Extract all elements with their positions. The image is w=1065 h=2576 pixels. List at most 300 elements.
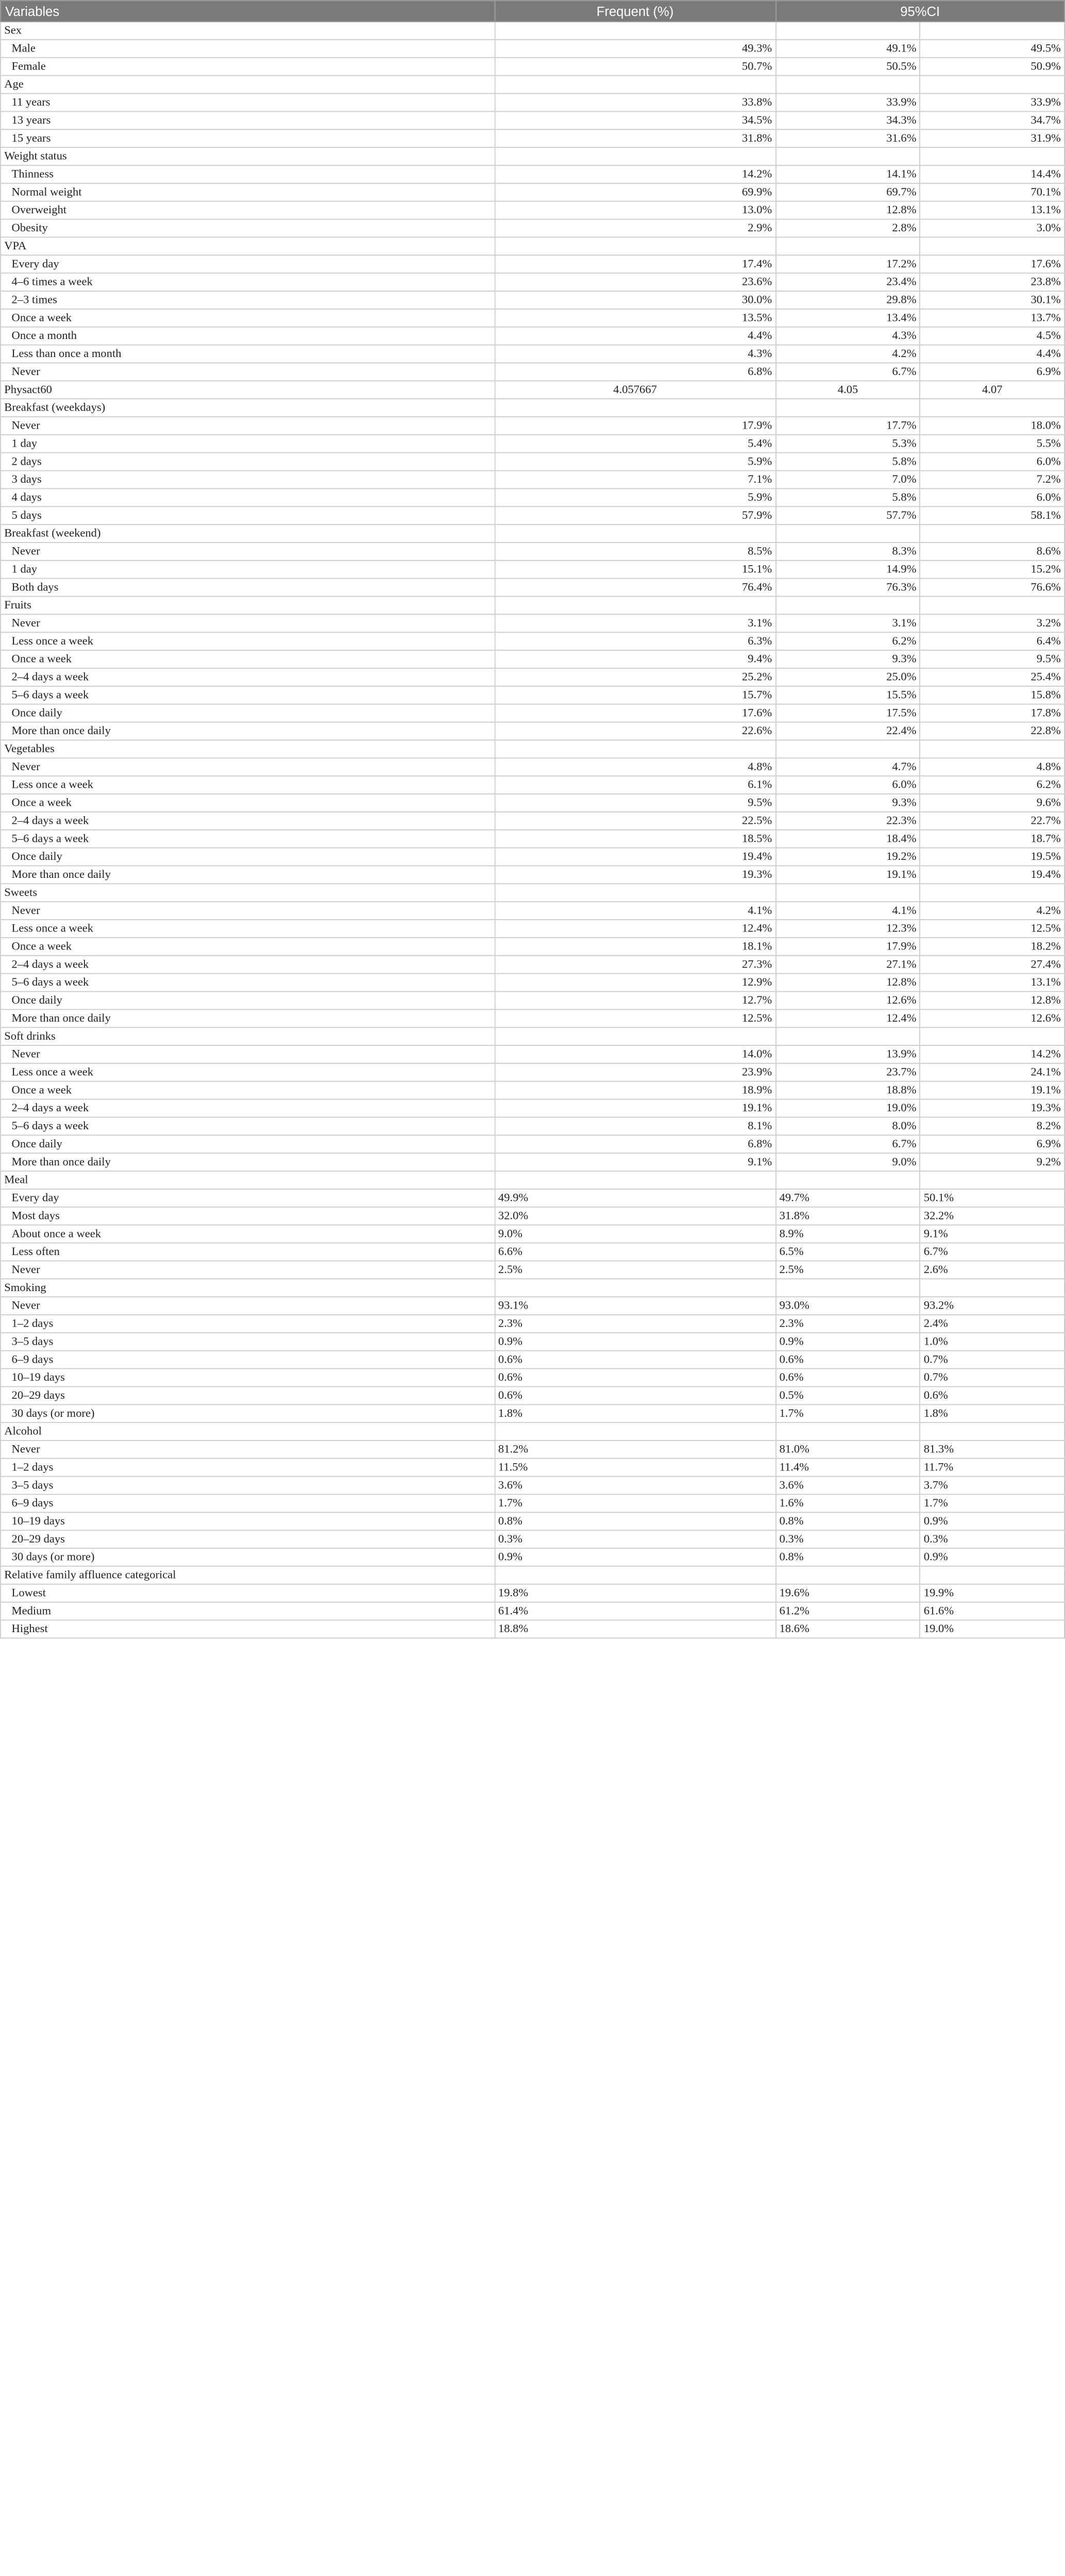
ci-upper-cell: 0.7% [920, 1369, 1064, 1387]
row-label: 30 days (or more) [1, 1548, 495, 1566]
frequency-cell: 1.8% [495, 1404, 776, 1422]
ci-upper-cell: 70.1% [920, 183, 1064, 201]
ci-lower-cell: 0.6% [775, 1369, 920, 1387]
table-row [1, 1243, 1064, 1261]
ci-upper-cell: 76.6% [920, 579, 1064, 597]
ci-upper-cell: 58.1% [920, 506, 1064, 524]
row-label: 3 days [1, 471, 495, 489]
frequency-cell: 6.1% [495, 776, 776, 794]
frequency-cell: 50.7% [495, 58, 776, 76]
table-row [1, 1333, 1064, 1351]
table-row [1, 381, 1064, 399]
ci-upper-cell: 6.0% [920, 488, 1064, 506]
table-header-row [1, 1, 1064, 22]
frequency-cell: 0.6% [495, 1351, 776, 1369]
ci-upper-cell: 8.2% [920, 1117, 1064, 1136]
frequency-cell: 12.4% [495, 920, 776, 938]
row-label: 15 years [1, 129, 495, 147]
ci-upper-cell: 9.2% [920, 1153, 1064, 1171]
frequency-cell: 13.0% [495, 201, 776, 219]
ci-lower-cell: 22.4% [775, 722, 920, 740]
frequency-cell: 9.5% [495, 794, 776, 812]
frequency-cell: 0.9% [495, 1548, 776, 1566]
empty-cell [495, 884, 776, 902]
ci-upper-cell: 4.5% [920, 327, 1064, 345]
table-row [1, 1189, 1064, 1207]
row-label: 6–9 days [1, 1351, 495, 1369]
row-label: Less once a week [1, 632, 495, 650]
frequency-cell: 27.3% [495, 956, 776, 974]
table-row [1, 111, 1064, 129]
table-row [1, 1261, 1064, 1279]
empty-cell [775, 597, 920, 615]
row-label: 4–6 times a week [1, 273, 495, 291]
ci-upper-cell: 19.5% [920, 848, 1064, 866]
empty-cell [495, 147, 776, 165]
ci-upper-cell: 0.6% [920, 1386, 1064, 1404]
row-label: 6–9 days [1, 1495, 495, 1513]
table-row [1, 1225, 1064, 1243]
frequency-cell: 12.5% [495, 1009, 776, 1027]
ci-lower-cell: 17.5% [775, 704, 920, 722]
table-row [1, 273, 1064, 291]
table-row [1, 686, 1064, 704]
frequency-cell: 19.8% [495, 1584, 776, 1602]
ci-lower-cell: 18.4% [775, 830, 920, 848]
empty-cell [920, 884, 1064, 902]
frequency-cell: 17.4% [495, 255, 776, 273]
group-label: Weight status [1, 147, 495, 165]
table-row [1, 579, 1064, 597]
table-row [1, 614, 1064, 632]
ci-upper-cell: 19.4% [920, 866, 1064, 884]
table-row [1, 1477, 1064, 1495]
ci-upper-cell: 25.4% [920, 668, 1064, 686]
table-row [1, 1153, 1064, 1171]
row-label: 1–2 days [1, 1459, 495, 1477]
table-row [1, 471, 1064, 489]
ci-lower-cell: 19.1% [775, 866, 920, 884]
ci-lower-cell: 4.1% [775, 902, 920, 920]
ci-lower-cell: 6.0% [775, 776, 920, 794]
group-row [1, 1422, 1064, 1440]
ci-lower-cell: 6.7% [775, 363, 920, 381]
empty-cell [775, 1171, 920, 1189]
row-label: Physact60 [1, 381, 495, 399]
ci-upper-cell: 23.8% [920, 273, 1064, 291]
ci-upper-cell: 4.4% [920, 345, 1064, 363]
ci-lower-cell: 11.4% [775, 1459, 920, 1477]
group-row [1, 22, 1064, 40]
frequency-cell: 4.057667 [495, 381, 776, 399]
group-row [1, 524, 1064, 543]
row-label: Highest [1, 1620, 495, 1638]
frequency-cell: 6.8% [495, 1135, 776, 1153]
row-label: Every day [1, 255, 495, 273]
ci-upper-cell: 22.7% [920, 812, 1064, 830]
row-label: Most days [1, 1207, 495, 1225]
table-row [1, 1315, 1064, 1333]
row-label: Less once a week [1, 1063, 495, 1081]
ci-upper-cell: 13.7% [920, 309, 1064, 327]
row-label: 30 days (or more) [1, 1404, 495, 1422]
row-label: Normal weight [1, 183, 495, 201]
ci-lower-cell: 12.8% [775, 201, 920, 219]
table-row [1, 345, 1064, 363]
row-label: 2–4 days a week [1, 956, 495, 974]
table-row [1, 1045, 1064, 1063]
empty-cell [775, 1279, 920, 1297]
ci-lower-cell: 12.3% [775, 920, 920, 938]
ci-upper-cell: 49.5% [920, 40, 1064, 58]
ci-lower-cell: 19.6% [775, 1584, 920, 1602]
ci-lower-cell: 17.7% [775, 417, 920, 435]
ci-upper-cell: 31.9% [920, 129, 1064, 147]
ci-upper-cell: 17.6% [920, 255, 1064, 273]
table-row [1, 561, 1064, 579]
table-row [1, 1512, 1064, 1530]
group-label: Age [1, 76, 495, 94]
frequency-cell: 6.8% [495, 363, 776, 381]
ci-lower-cell: 1.7% [775, 1404, 920, 1422]
row-label: 4 days [1, 488, 495, 506]
group-row [1, 1027, 1064, 1045]
group-label: Alcohol [1, 1422, 495, 1440]
ci-lower-cell: 13.4% [775, 309, 920, 327]
ci-upper-cell: 7.2% [920, 471, 1064, 489]
ci-upper-cell: 17.8% [920, 704, 1064, 722]
ci-lower-cell: 49.1% [775, 40, 920, 58]
row-label: Both days [1, 579, 495, 597]
ci-lower-cell: 13.9% [775, 1045, 920, 1063]
row-label: 10–19 days [1, 1512, 495, 1530]
ci-upper-cell: 24.1% [920, 1063, 1064, 1081]
ci-lower-cell: 1.6% [775, 1495, 920, 1513]
table-row [1, 938, 1064, 956]
empty-cell [495, 597, 776, 615]
ci-lower-cell: 18.8% [775, 1081, 920, 1099]
table-row [1, 1404, 1064, 1422]
ci-upper-cell: 4.2% [920, 902, 1064, 920]
frequency-cell: 76.4% [495, 579, 776, 597]
group-row [1, 76, 1064, 94]
row-label: Male [1, 40, 495, 58]
group-label: Fruits [1, 597, 495, 615]
row-label: Overweight [1, 201, 495, 219]
group-row [1, 1171, 1064, 1189]
frequency-cell: 4.3% [495, 345, 776, 363]
ci-upper-cell: 50.9% [920, 58, 1064, 76]
ci-lower-cell: 18.6% [775, 1620, 920, 1638]
row-label: 1 day [1, 435, 495, 453]
ci-lower-cell: 27.1% [775, 956, 920, 974]
empty-cell [495, 399, 776, 417]
ci-lower-cell: 69.7% [775, 183, 920, 201]
row-label: 2–4 days a week [1, 1099, 495, 1117]
empty-cell [775, 1422, 920, 1440]
frequency-cell: 2.5% [495, 1261, 776, 1279]
row-label: Medium [1, 1602, 495, 1620]
row-label: Never [1, 614, 495, 632]
frequency-cell: 1.7% [495, 1495, 776, 1513]
ci-lower-cell: 23.4% [775, 273, 920, 291]
frequency-cell: 8.1% [495, 1117, 776, 1136]
ci-upper-cell: 12.8% [920, 991, 1064, 1009]
group-label: Vegetables [1, 740, 495, 758]
ci-upper-cell: 93.2% [920, 1297, 1064, 1315]
frequency-cell: 2.3% [495, 1315, 776, 1333]
ci-upper-cell: 6.4% [920, 632, 1064, 650]
header-ci: 95%CI [775, 1, 1064, 22]
ci-lower-cell: 17.2% [775, 255, 920, 273]
row-label: Never [1, 363, 495, 381]
table-row [1, 93, 1064, 111]
row-label: 10–19 days [1, 1369, 495, 1387]
group-row [1, 740, 1064, 758]
empty-cell [920, 1279, 1064, 1297]
empty-cell [775, 22, 920, 40]
empty-cell [920, 76, 1064, 94]
row-label: Once daily [1, 1135, 495, 1153]
ci-upper-cell: 0.9% [920, 1548, 1064, 1566]
table-row [1, 327, 1064, 345]
table-row [1, 722, 1064, 740]
row-label: 2–4 days a week [1, 812, 495, 830]
table-row [1, 165, 1064, 183]
ci-lower-cell: 6.7% [775, 1135, 920, 1153]
ci-upper-cell: 50.1% [920, 1189, 1064, 1207]
row-label: Never [1, 1045, 495, 1063]
ci-lower-cell: 3.1% [775, 614, 920, 632]
row-label: Less once a week [1, 776, 495, 794]
empty-cell [495, 740, 776, 758]
table-row [1, 1530, 1064, 1548]
frequency-cell: 23.9% [495, 1063, 776, 1081]
frequency-cell: 12.7% [495, 991, 776, 1009]
ci-upper-cell: 18.0% [920, 417, 1064, 435]
table-row [1, 291, 1064, 309]
ci-lower-cell: 0.9% [775, 1333, 920, 1351]
empty-cell [920, 740, 1064, 758]
frequency-cell: 49.3% [495, 40, 776, 58]
ci-lower-cell: 23.7% [775, 1063, 920, 1081]
frequency-cell: 12.9% [495, 974, 776, 992]
ci-upper-cell: 1.7% [920, 1495, 1064, 1513]
table-row [1, 1063, 1064, 1081]
frequency-cell: 18.8% [495, 1620, 776, 1638]
ci-upper-cell: 15.2% [920, 561, 1064, 579]
table-row [1, 543, 1064, 561]
row-label: Never [1, 543, 495, 561]
ci-upper-cell: 6.9% [920, 363, 1064, 381]
row-label: Every day [1, 1189, 495, 1207]
ci-upper-cell: 9.1% [920, 1225, 1064, 1243]
group-label: Smoking [1, 1279, 495, 1297]
ci-upper-cell: 0.9% [920, 1512, 1064, 1530]
ci-lower-cell: 12.4% [775, 1009, 920, 1027]
ci-lower-cell: 2.3% [775, 1315, 920, 1333]
ci-upper-cell: 13.1% [920, 201, 1064, 219]
ci-upper-cell: 19.9% [920, 1584, 1064, 1602]
ci-upper-cell: 3.0% [920, 219, 1064, 237]
empty-cell [920, 147, 1064, 165]
table-row [1, 956, 1064, 974]
frequency-cell: 22.5% [495, 812, 776, 830]
empty-cell [775, 1566, 920, 1584]
row-label: 1–2 days [1, 1315, 495, 1333]
table-row [1, 1369, 1064, 1387]
row-label: Less once a week [1, 920, 495, 938]
table-row [1, 668, 1064, 686]
empty-cell [920, 1422, 1064, 1440]
ci-upper-cell: 12.6% [920, 1009, 1064, 1027]
table-row [1, 417, 1064, 435]
row-label: 11 years [1, 93, 495, 111]
frequency-cell: 11.5% [495, 1459, 776, 1477]
ci-upper-cell: 22.8% [920, 722, 1064, 740]
table-row [1, 453, 1064, 471]
ci-lower-cell: 4.3% [775, 327, 920, 345]
frequency-cell: 18.1% [495, 938, 776, 956]
empty-cell [775, 399, 920, 417]
table-row [1, 255, 1064, 273]
frequency-cell: 14.0% [495, 1045, 776, 1063]
table-row [1, 1602, 1064, 1620]
table-row [1, 435, 1064, 453]
table-row [1, 1440, 1064, 1459]
row-label: Once daily [1, 848, 495, 866]
row-label: 20–29 days [1, 1386, 495, 1404]
ci-lower-cell: 4.05 [775, 381, 920, 399]
table-row [1, 991, 1064, 1009]
ci-lower-cell: 0.5% [775, 1386, 920, 1404]
row-label: Once a week [1, 938, 495, 956]
group-label: Soft drinks [1, 1027, 495, 1045]
ci-upper-cell: 9.6% [920, 794, 1064, 812]
ci-upper-cell: 2.6% [920, 1261, 1064, 1279]
row-label: 2 days [1, 453, 495, 471]
ci-lower-cell: 31.6% [775, 129, 920, 147]
frequency-cell: 33.8% [495, 93, 776, 111]
ci-lower-cell: 8.0% [775, 1117, 920, 1136]
table-row [1, 704, 1064, 722]
frequency-cell: 81.2% [495, 1440, 776, 1459]
ci-lower-cell: 12.6% [775, 991, 920, 1009]
ci-upper-cell: 3.2% [920, 614, 1064, 632]
frequency-cell: 19.1% [495, 1099, 776, 1117]
row-label: Once a week [1, 794, 495, 812]
frequency-cell: 22.6% [495, 722, 776, 740]
ci-lower-cell: 50.5% [775, 58, 920, 76]
frequency-cell: 15.1% [495, 561, 776, 579]
ci-upper-cell: 3.7% [920, 1477, 1064, 1495]
frequency-cell: 3.1% [495, 614, 776, 632]
ci-lower-cell: 15.5% [775, 686, 920, 704]
frequency-cell: 19.3% [495, 866, 776, 884]
empty-cell [775, 884, 920, 902]
group-label: Sex [1, 22, 495, 40]
row-label: 13 years [1, 111, 495, 129]
row-label: 1 day [1, 561, 495, 579]
frequency-cell: 15.7% [495, 686, 776, 704]
ci-lower-cell: 31.8% [775, 1207, 920, 1225]
frequency-cell: 8.5% [495, 543, 776, 561]
frequency-cell: 4.4% [495, 327, 776, 345]
table-row [1, 1135, 1064, 1153]
empty-cell [920, 1027, 1064, 1045]
empty-cell [920, 524, 1064, 543]
ci-lower-cell: 6.2% [775, 632, 920, 650]
ci-lower-cell: 76.3% [775, 579, 920, 597]
ci-upper-cell: 0.3% [920, 1530, 1064, 1548]
ci-lower-cell: 33.9% [775, 93, 920, 111]
table-row [1, 1584, 1064, 1602]
group-row [1, 1279, 1064, 1297]
row-label: 5–6 days a week [1, 974, 495, 992]
ci-lower-cell: 3.6% [775, 1477, 920, 1495]
empty-cell [495, 524, 776, 543]
ci-lower-cell: 19.2% [775, 848, 920, 866]
table-row [1, 488, 1064, 506]
empty-cell [775, 740, 920, 758]
frequency-cell: 5.4% [495, 435, 776, 453]
row-label: Once a week [1, 650, 495, 668]
ci-upper-cell: 81.3% [920, 1440, 1064, 1459]
ci-upper-cell: 30.1% [920, 291, 1064, 309]
group-row [1, 399, 1064, 417]
group-label: Relative family affluence categorical [1, 1566, 495, 1584]
frequency-cell: 4.8% [495, 758, 776, 776]
ci-lower-cell: 49.7% [775, 1189, 920, 1207]
table-row [1, 1351, 1064, 1369]
frequency-cell: 17.9% [495, 417, 776, 435]
ci-lower-cell: 22.3% [775, 812, 920, 830]
group-label: VPA [1, 237, 495, 255]
ci-lower-cell: 9.0% [775, 1153, 920, 1171]
table-row [1, 758, 1064, 776]
row-label: Never [1, 417, 495, 435]
frequency-cell: 9.1% [495, 1153, 776, 1171]
row-label: Lowest [1, 1584, 495, 1602]
header-frequent: Frequent (%) [495, 1, 776, 22]
table-row [1, 1495, 1064, 1513]
ci-upper-cell: 15.8% [920, 686, 1064, 704]
table-row [1, 812, 1064, 830]
row-label: Never [1, 1440, 495, 1459]
empty-cell [495, 76, 776, 94]
row-label: Once a week [1, 1081, 495, 1099]
table-row [1, 776, 1064, 794]
table-row [1, 58, 1064, 76]
ci-lower-cell: 0.8% [775, 1512, 920, 1530]
frequency-cell: 18.9% [495, 1081, 776, 1099]
row-label: Thinness [1, 165, 495, 183]
ci-lower-cell: 17.9% [775, 938, 920, 956]
table-body [1, 22, 1064, 1638]
frequency-cell: 4.1% [495, 902, 776, 920]
ci-lower-cell: 34.3% [775, 111, 920, 129]
row-label: More than once daily [1, 722, 495, 740]
empty-cell [920, 399, 1064, 417]
ci-lower-cell: 81.0% [775, 1440, 920, 1459]
ci-lower-cell: 8.3% [775, 543, 920, 561]
row-label: Once a week [1, 309, 495, 327]
ci-upper-cell: 12.5% [920, 920, 1064, 938]
ci-upper-cell: 6.9% [920, 1135, 1064, 1153]
table-row [1, 1548, 1064, 1566]
frequency-cell: 9.0% [495, 1225, 776, 1243]
ci-upper-cell: 34.7% [920, 111, 1064, 129]
